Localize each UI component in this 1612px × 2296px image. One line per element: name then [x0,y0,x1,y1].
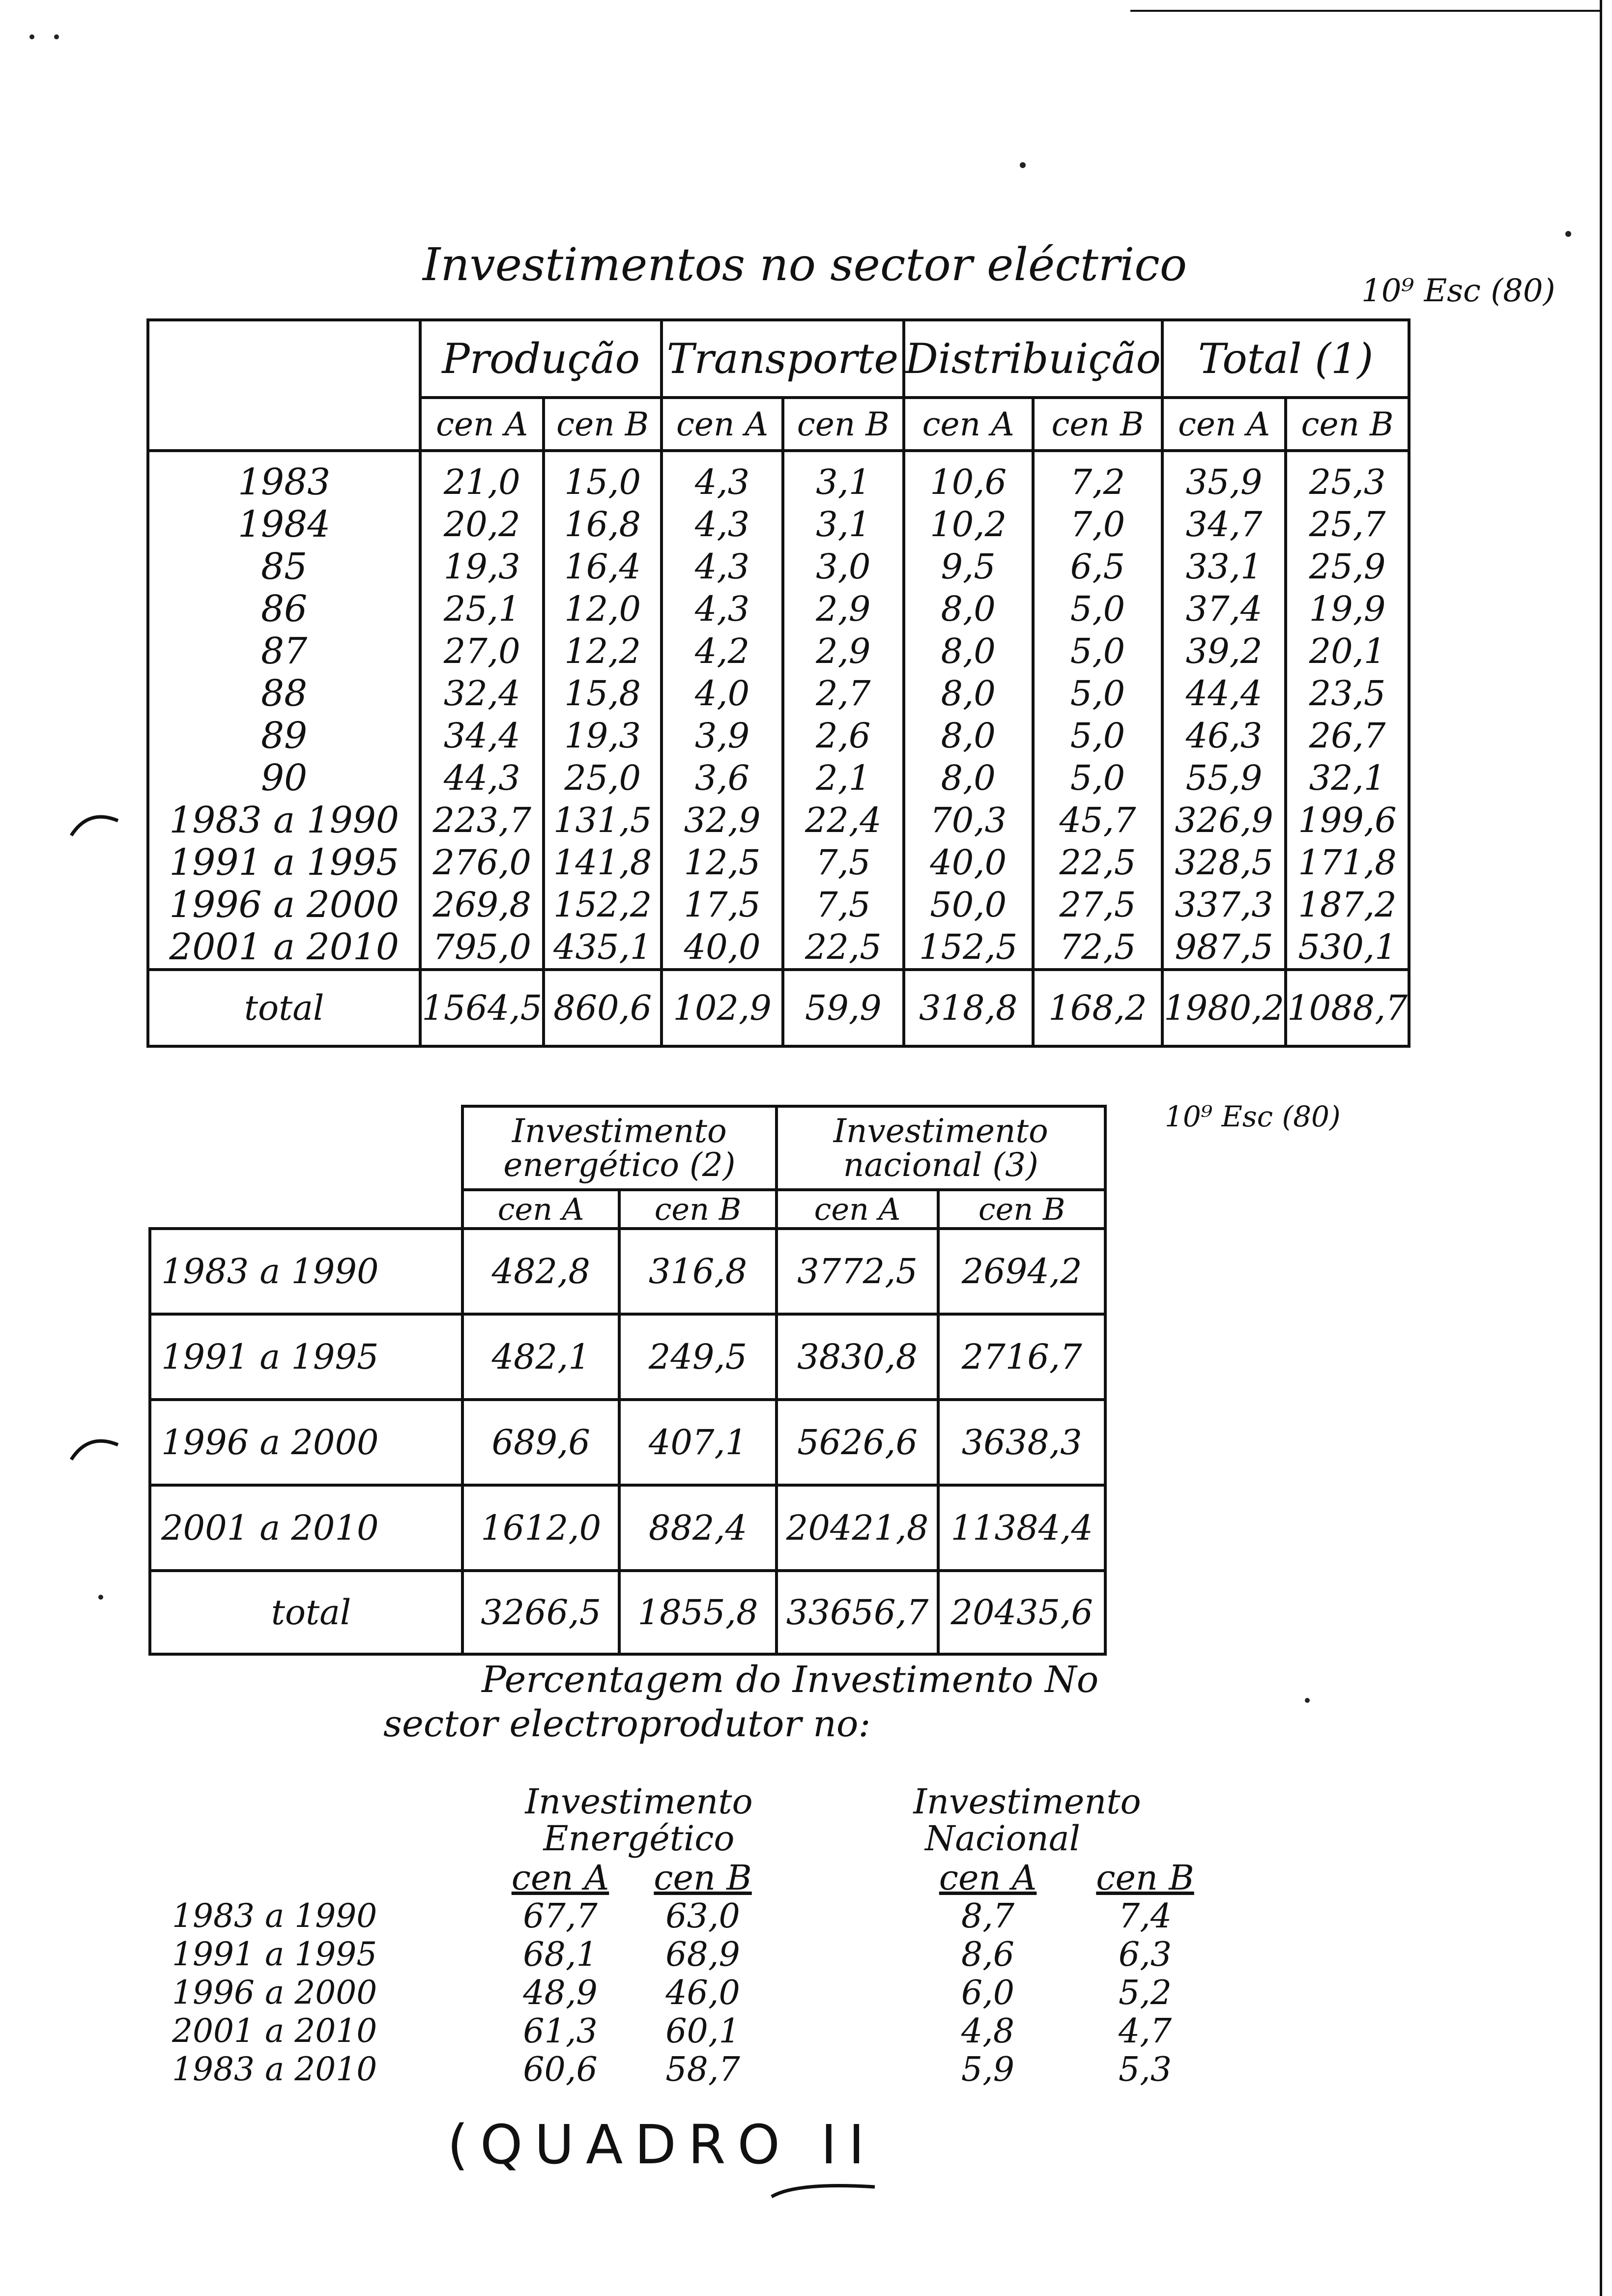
table-cell: 168,2 [1033,970,1162,1046]
punch-hole-mark [69,806,123,845]
table-cell: 223,7 [420,799,544,841]
table-cell: 3,9 [662,715,783,757]
table-cell: 3,6 [662,757,783,799]
pct-heading-line1: Percentagem do Investimento No [482,1659,1099,1701]
table-cell: 23,5 [1286,672,1409,715]
table-cell: 7,2 [1033,451,1162,503]
table-cell: 21,0 [420,451,544,503]
table-row [148,799,1409,841]
table-cell: 6,5 [1033,545,1162,588]
investment-table-sector [146,318,1410,1048]
table-cell: 20,1 [1286,630,1409,672]
row-label: 1983 a 1990 [148,799,420,841]
pct-cell: 6,0 [961,1974,1015,2012]
table-cell: 2716,7 [938,1314,1105,1400]
pct-sub-header: cen B [1096,1858,1194,1898]
table-cell: 1612,0 [462,1485,619,1571]
pct-cell: 48,9 [523,1974,598,2012]
page-title: Investimentos no sector eléctrico [423,238,1187,291]
group-header-energetico: Investimento energético (2) [462,1106,777,1190]
table-cell: 7,5 [783,841,904,884]
table-cell: 59,9 [783,970,904,1046]
sub-header: cen A [420,398,544,451]
table-cell: 10,2 [904,503,1033,545]
table-cell: 15,0 [544,451,662,503]
table-row [150,1400,1105,1485]
table-cell: 34,4 [420,715,544,757]
pct-cell: 61,3 [523,2012,598,2051]
table-cell: 3830,8 [777,1314,939,1400]
scan-speck [1565,231,1571,237]
table-cell: 4,3 [662,503,783,545]
sub-header: cen B [1033,398,1162,451]
pct-heading-line2: sector electroprodutor no: [383,1703,871,1745]
table-cell: 5626,6 [777,1400,939,1485]
pct-group2-line1: Investimento [913,1781,1141,1822]
table-cell: 44,4 [1162,672,1286,715]
table-cell: 3772,5 [777,1229,939,1314]
table-cell: 987,5 [1162,926,1286,970]
table-cell: 10,6 [904,451,1033,503]
table-cell: 44,3 [420,757,544,799]
table-cell: 3,1 [783,451,904,503]
table-cell: 19,9 [1286,588,1409,630]
row-label: 1991 a 1995 [148,841,420,884]
pct-cell: 67,7 [523,1897,598,1936]
table-cell: 407,1 [619,1400,776,1485]
scan-speck [1020,162,1026,168]
table-cell: 4,2 [662,630,783,672]
table-cell: 5,0 [1033,715,1162,757]
pct-cell: 60,1 [665,2012,740,2051]
sub-header: cen A [777,1190,939,1229]
table-cell: 72,5 [1033,926,1162,970]
pct-sub-header: cen A [939,1858,1037,1898]
scan-speck [98,1595,103,1600]
pct-row-label: 1996 a 2000 [172,1974,377,2011]
table-cell: 4,3 [662,545,783,588]
table-cell: 2,9 [783,588,904,630]
pct-cell: 8,6 [961,1935,1015,1974]
unit-label: 10⁹ Esc (80) [1361,273,1555,309]
sub-header: cen A [462,1190,619,1229]
table-row [148,841,1409,884]
row-label: 90 [148,757,420,799]
table-cell: 26,7 [1286,715,1409,757]
table-cell: 25,9 [1286,545,1409,588]
table-cell: 70,3 [904,799,1033,841]
row-label: 1996 a 2000 [150,1400,462,1485]
table-cell: 2,6 [783,715,904,757]
pct-cell: 68,9 [665,1935,740,1974]
pct-cell: 4,7 [1118,2012,1172,2051]
table-cell: 22,4 [783,799,904,841]
table-cell: 187,2 [1286,884,1409,926]
table-cell: 3266,5 [462,1571,619,1654]
table-cell: 249,5 [619,1314,776,1400]
table-cell: 152,2 [544,884,662,926]
corner-cell [148,320,420,451]
table-cell: 40,0 [904,841,1033,884]
table-cell: 2694,2 [938,1229,1105,1314]
scan-speck [54,34,59,39]
table-row [148,630,1409,672]
table-cell: 1564,5 [420,970,544,1046]
sub-header: cen B [544,398,662,451]
pct-sub-header: cen B [654,1858,752,1898]
table-cell: 27,0 [420,630,544,672]
table-row [148,926,1409,970]
table-cell: 12,2 [544,630,662,672]
table-cell: 20421,8 [777,1485,939,1571]
pct-cell: 46,0 [665,1974,740,2012]
table-cell: 131,5 [544,799,662,841]
table-cell: 276,0 [420,841,544,884]
row-label: 87 [148,630,420,672]
table-cell: 25,3 [1286,451,1409,503]
group-header-distribuicao: Distribuição [904,320,1163,398]
pct-row-label: 1983 a 1990 [172,1897,377,1935]
table-cell: 32,4 [420,672,544,715]
pct-cell: 5,9 [961,2050,1015,2089]
pct-row-label: 1991 a 1995 [172,1935,377,1973]
row-label: 1996 a 2000 [148,884,420,926]
row-label: 1991 a 1995 [150,1314,462,1400]
total-label: total [148,970,420,1046]
pct-cell: 60,6 [523,2050,598,2089]
table-cell: 1980,2 [1162,970,1286,1046]
page-edge-line [1600,0,1602,2296]
table-cell: 9,5 [904,545,1033,588]
table-cell: 12,5 [662,841,783,884]
row-label: 1984 [148,503,420,545]
table-cell: 1088,7 [1286,970,1409,1046]
pct-cell: 5,2 [1118,1974,1172,2012]
group-header-transporte: Transporte [662,320,903,398]
row-label: 2001 a 2010 [148,926,420,970]
table-cell: 19,3 [544,715,662,757]
table-row [148,503,1409,545]
pct-cell: 58,7 [665,2050,740,2089]
table-cell: 40,0 [662,926,783,970]
table-cell: 860,6 [544,970,662,1046]
table-cell: 328,5 [1162,841,1286,884]
table-cell: 3638,3 [938,1400,1105,1485]
pct-cell: 6,3 [1118,1935,1172,1974]
investment-table-national [148,1105,1107,1656]
page-top-edge [1130,10,1602,12]
pct-cell: 7,4 [1118,1897,1172,1936]
sub-header: cen B [619,1190,776,1229]
table-cell: 5,0 [1033,630,1162,672]
pct-cell: 4,8 [961,2012,1015,2051]
row-label: 86 [148,588,420,630]
table-cell: 4,0 [662,672,783,715]
table-cell: 17,5 [662,884,783,926]
pct-cell: 68,1 [523,1935,598,1974]
sub-header: cen B [938,1190,1105,1229]
group-header-producao: Produção [420,320,662,398]
pct-group1-line1: Investimento [525,1781,753,1822]
table-cell: 882,4 [619,1485,776,1571]
pct-cell: 5,3 [1118,2050,1172,2089]
table-cell: 12,0 [544,588,662,630]
group-header-total: Total (1) [1162,320,1409,398]
table-cell: 19,3 [420,545,544,588]
pct-cell: 8,7 [961,1897,1015,1936]
table-cell: 171,8 [1286,841,1409,884]
table-cell: 55,9 [1162,757,1286,799]
table-cell: 5,0 [1033,588,1162,630]
table-cell: 5,0 [1033,672,1162,715]
table-cell: 3,1 [783,503,904,545]
pct-group1-line2: Energético [543,1818,735,1859]
table-cell: 2,9 [783,630,904,672]
total-label: total [150,1571,462,1654]
row-label: 2001 a 2010 [150,1485,462,1571]
table-cell: 318,8 [904,970,1033,1046]
corner-cell [150,1190,462,1229]
table-cell: 34,7 [1162,503,1286,545]
pct-sub-header: cen A [511,1858,609,1898]
table-cell: 50,0 [904,884,1033,926]
table-cell: 39,2 [1162,630,1286,672]
pct-group2-line2: Nacional [925,1818,1080,1859]
punch-hole-mark [69,1430,123,1469]
table-cell: 33656,7 [777,1571,939,1654]
table-cell: 337,3 [1162,884,1286,926]
table-cell: 530,1 [1286,926,1409,970]
row-label: 89 [148,715,420,757]
table-cell: 7,0 [1033,503,1162,545]
table-cell: 8,0 [904,672,1033,715]
table-cell: 4,3 [662,451,783,503]
pct-row-label: 1983 a 2010 [172,2050,377,2088]
table-cell: 25,7 [1286,503,1409,545]
table-cell: 22,5 [783,926,904,970]
footer-underline [767,2172,885,2207]
table-cell: 35,9 [1162,451,1286,503]
table-row [150,1314,1105,1400]
table-cell: 269,8 [420,884,544,926]
table-row [150,1485,1105,1571]
table-cell: 8,0 [904,588,1033,630]
table-cell: 8,0 [904,715,1033,757]
table-cell: 795,0 [420,926,544,970]
table-row [148,757,1409,799]
table-row [148,884,1409,926]
scan-speck [29,34,34,39]
sub-header: cen A [662,398,783,451]
table-cell: 33,1 [1162,545,1286,588]
row-label: 1983 a 1990 [150,1229,462,1314]
table-cell: 16,4 [544,545,662,588]
table-cell: 316,8 [619,1229,776,1314]
table-row [148,588,1409,630]
table-cell: 16,8 [544,503,662,545]
pct-cell: 63,0 [665,1897,740,1936]
table-cell: 27,5 [1033,884,1162,926]
table-cell: 32,9 [662,799,783,841]
table-cell: 8,0 [904,630,1033,672]
table-cell: 20435,6 [938,1571,1105,1654]
table-cell: 102,9 [662,970,783,1046]
table-cell: 1855,8 [619,1571,776,1654]
table-cell: 11384,4 [938,1485,1105,1571]
table-cell: 25,1 [420,588,544,630]
table-cell: 152,5 [904,926,1033,970]
table-cell: 482,8 [462,1229,619,1314]
sub-header: cen B [783,398,904,451]
table-cell: 7,5 [783,884,904,926]
table-cell: 20,2 [420,503,544,545]
sub-header: cen A [1162,398,1286,451]
table-row [148,672,1409,715]
table-row [150,1229,1105,1314]
table-cell: 22,5 [1033,841,1162,884]
table-row [148,451,1409,503]
table-cell: 5,0 [1033,757,1162,799]
table-cell: 4,3 [662,588,783,630]
row-label: 85 [148,545,420,588]
unit-label-2: 10⁹ Esc (80) [1165,1100,1341,1133]
sub-header: cen A [904,398,1033,451]
table-cell: 2,7 [783,672,904,715]
table-cell: 15,8 [544,672,662,715]
table-cell: 199,6 [1286,799,1409,841]
table-cell: 435,1 [544,926,662,970]
scan-speck [1305,1698,1310,1703]
table-cell: 45,7 [1033,799,1162,841]
table-cell: 141,8 [544,841,662,884]
group-header-nacional: Investimento nacional (3) [777,1106,1105,1190]
pct-row-label: 2001 a 2010 [172,2012,377,2050]
table-row [148,545,1409,588]
table-cell: 32,1 [1286,757,1409,799]
corner-cell [150,1106,462,1190]
table-cell: 25,0 [544,757,662,799]
table-cell: 46,3 [1162,715,1286,757]
table-cell: 2,1 [783,757,904,799]
table-cell: 37,4 [1162,588,1286,630]
table-cell: 482,1 [462,1314,619,1400]
row-label: 88 [148,672,420,715]
footer-label: (QUADRO II [447,2113,876,2176]
table-cell: 3,0 [783,545,904,588]
table-cell: 8,0 [904,757,1033,799]
table-cell: 326,9 [1162,799,1286,841]
sub-header: cen B [1286,398,1409,451]
table-cell: 689,6 [462,1400,619,1485]
row-label: 1983 [148,451,420,503]
table-row [148,715,1409,757]
